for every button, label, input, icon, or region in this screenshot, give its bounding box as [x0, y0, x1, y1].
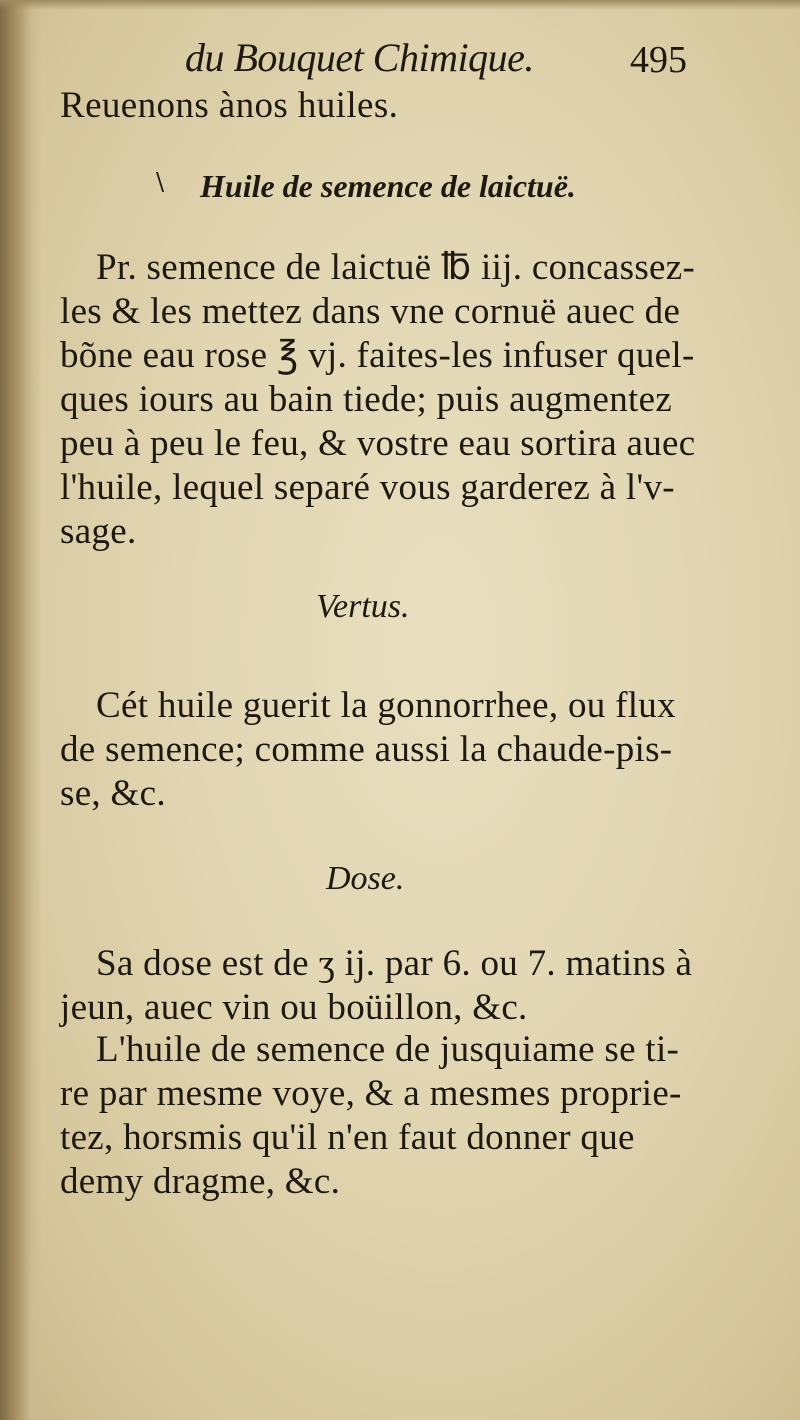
- recipe-line: Pr. semence de laictuë ℔ iij. concassez-: [96, 247, 696, 288]
- recipe-line: sage.: [60, 511, 137, 552]
- running-head: du Bouquet Chimique.: [185, 35, 534, 80]
- closing-line: re par mesme voye, & a mesmes proprie-: [60, 1073, 682, 1114]
- vertus-paragraph: [60, 684, 676, 816]
- dose-line: Sa dose est de ʒ ij. par 6. ou 7. matins à: [96, 943, 693, 984]
- page-number: 495: [630, 39, 687, 81]
- recipe-line: l'huile, lequel separé vous garderez à l'v-: [60, 467, 675, 508]
- closing-line: demy dragme, &c.: [60, 1161, 341, 1202]
- vertus-line: se, &c.: [60, 773, 166, 814]
- section-heading: Huile de semence de laictuë.: [200, 168, 576, 204]
- dose-paragraph: [60, 942, 692, 1030]
- closing-line: L'huile de semence de jusquiame se ti-: [96, 1029, 680, 1070]
- page-top-edge: [0, 0, 800, 10]
- dose-heading: Dose.: [326, 860, 405, 897]
- vertus-heading: Vertus.: [316, 588, 410, 625]
- page-gutter-shadow: [0, 0, 42, 1420]
- margin-mark: \: [156, 168, 165, 196]
- closing-paragraph: [60, 1028, 682, 1204]
- recipe-paragraph: [60, 246, 695, 554]
- recipe-line: peu à peu le feu, & vostre eau sortira auec: [60, 423, 696, 464]
- recipe-line: bõne eau rose ℥ vj. faites-les infuser quel-: [60, 335, 695, 376]
- lead-line: Reuenons ànos huiles.: [60, 85, 399, 126]
- closing-line: tez, horsmis qu'il n'en faut donner que: [60, 1117, 635, 1158]
- recipe-line: les & les mettez dans vne cornuë auec de: [60, 291, 681, 332]
- vertus-line: Cét huile guerit la gonnorrhee, ou flux: [96, 685, 676, 726]
- recipe-line: ques iours au bain tiede; puis augmentez: [60, 379, 673, 420]
- vertus-line: de semence; comme aussi la chaude-pis-: [60, 729, 673, 770]
- dose-line: jeun, auec vin ou boüillon, &c.: [60, 987, 528, 1028]
